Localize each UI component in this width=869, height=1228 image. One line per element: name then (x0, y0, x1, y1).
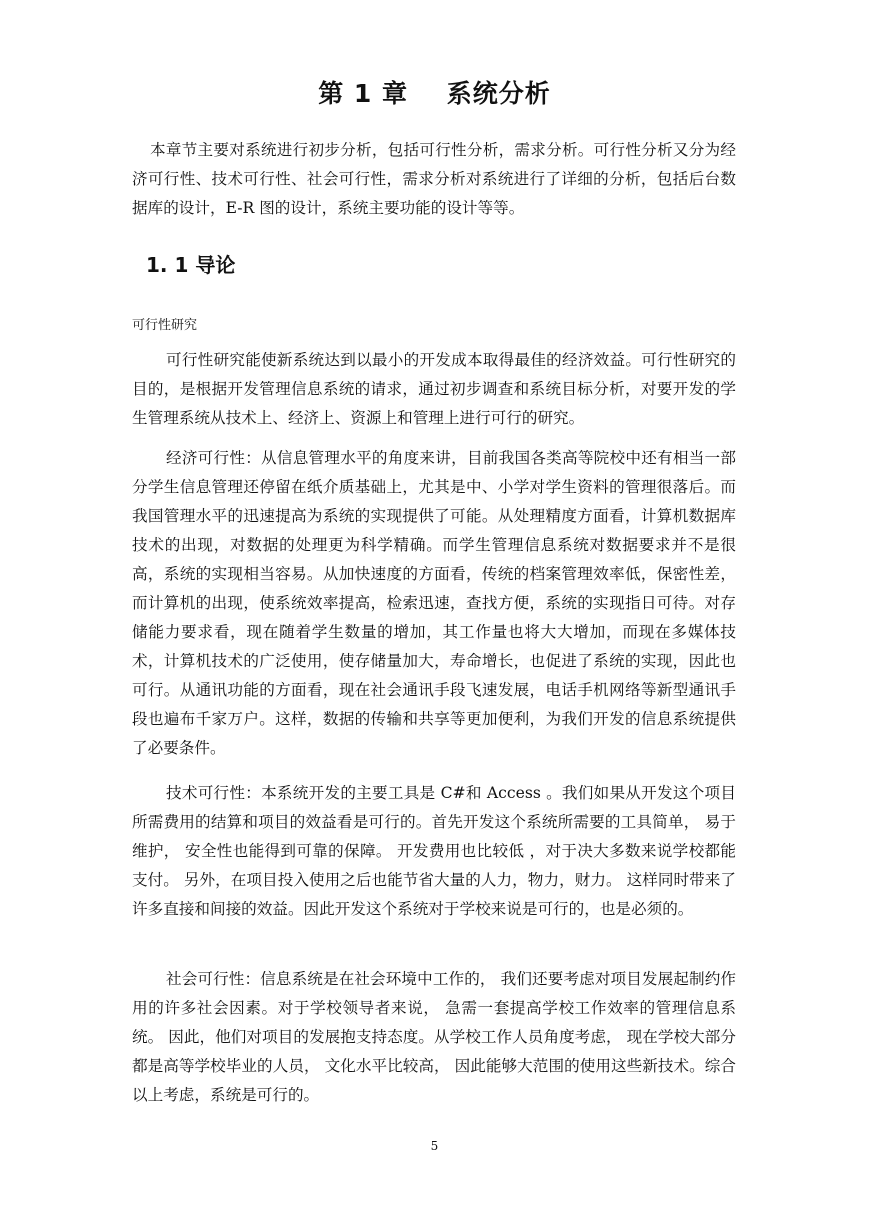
paragraph-social-feasibility: 社会可行性：信息系统是在社会环境中工作的， 我们还要考虑对项目发展起制约作用的许多社会因素。对于学校领导者来说， 急需一套提高学校工作效率的管理信息系统。 因此，他们对项目的发展抱支持态度。从学校工作人员角度考虑， 现在学校大部分都是高等学校毕业的人员， 文化水平比较高， 因此能够大范围的使用这些新技术。综合以上考虑，系统是可行的。 (132, 970, 736, 1104)
subsection-label: 可行性研究 (132, 318, 198, 333)
page-number: 5 (430, 1139, 439, 1153)
chapter-intro-paragraph: 本章节主要对系统进行初步分析，包括可行性分析，需求分析。可行性分析又分为经济可行性、技术可行性、社会可行性，需求分析对系统进行了详细的分析，包括后台数据库的设计，E-R 图的设计，系统主要功能的设计等等。 (132, 141, 736, 217)
section-heading: 1. 1 导论 (146, 253, 236, 277)
paragraph-technical-feasibility: 技术可行性：本系统开发的主要工具是 C#和 Access 。我们如果从开发这个项目所需费用的结算和项目的效益看是可行的。首先开发这个系统所需要的工具简单， 易于维护， 安全性也能得到可靠的保障。 开发费用也比较低 ，对于决大多数来说学校都能支付。 另外，在项目投入使用之后也能节省大量的人力，物力，财力。 这样同时带来了许多直接和间接的效益。因此开发这个系统对于学校来说是可行的，也是必须的。 (132, 784, 736, 918)
paragraph-feasibility-study: 可行性研究能使新系统达到以最小的开发成本取得最佳的经济效益。可行性研究的目的，是根据开发管理信息系统的请求，通过初步调查和系统目标分析，对要开发的学生管理系统从技术上、经济上、资源上和管理上进行可行的研究。 (132, 351, 736, 427)
paragraph-economic-feasibility: 经济可行性：从信息管理水平的角度来讲，目前我国各类高等院校中还有相当一部分学生信息管理还停留在纸介质基础上，尤其是中、小学对学生资料的管理很落后。而我国管理水平的迅速提高为系统的实现提供了可能。从处理精度方面看，计算机数据库技术的出现，对数据的处理更为科学精确。而学生管理信息系统对数据要求并不是很高，系统的实现相当容易。从加快速度的方面看，传统的档案管理效率低，保密性差，而计算机的出现，使系统效率提高，检索迅速，查找方便，系统的实现指日可待。对存储能力要求看，现在随着学生数量的增加，其工作量也将大大增加，而现在多媒体技术，计算机技术的广泛使用，使存储量加大，寿命增长，也促进了系统的实现，因此也可行。从通讯功能的方面看，现在社会通讯手段飞速发展，电话手机网络等新型通讯手段也遍布千家万户。这样，数据的传输和共享等更加便利，为我们开发的信息系统提供了必要条件。 (132, 449, 736, 757)
chapter-title: 第 1 章 系统分析 (318, 79, 551, 108)
